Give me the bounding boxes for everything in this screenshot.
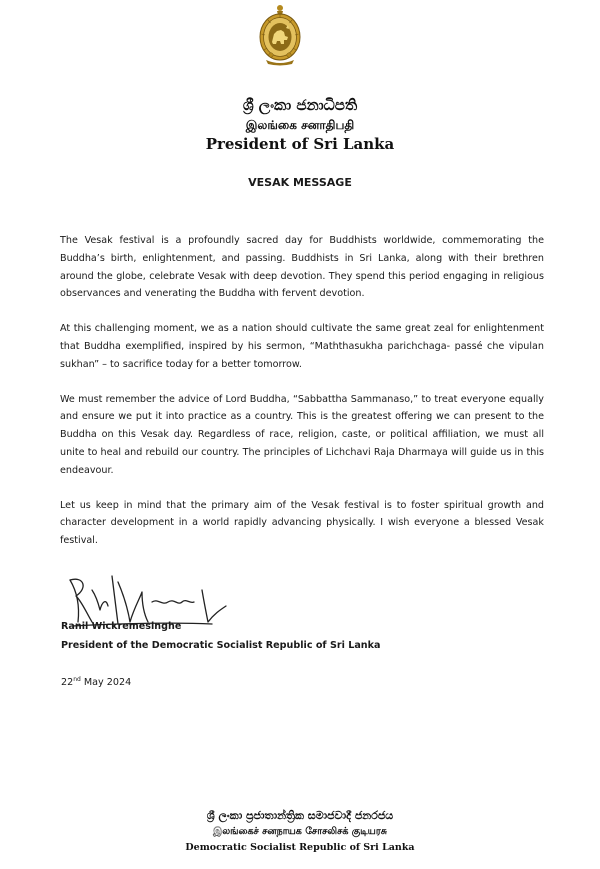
signatory-title: President of the Democratic Socialist Republic of Sri Lanka xyxy=(61,640,381,651)
header-tamil: இலங்கை சனாதிபதி xyxy=(245,118,355,132)
header-sinhala: ශ්‍රී ලංකා ජනාධිපති xyxy=(242,96,358,114)
footer-sinhala: ශ්‍රී ලංකා ප්‍රජාතාන්ත්‍රික සමාජවාදී ජනරජය xyxy=(206,809,394,822)
state-emblem-icon xyxy=(258,4,302,66)
letter-date xyxy=(61,676,131,688)
header-english: President of Sri Lanka xyxy=(205,135,395,153)
paragraph: At this challenging moment, we as a nation should cultivate the same great zeal for enlightenment that Buddha exemplified, inspired by his sermon, “Maththasukha parichchaga- passé che vipulan sukhan” – to sacrifice today for a better tomorrow. xyxy=(60,323,544,370)
message-body xyxy=(60,232,544,567)
signatory-name: Ranil Wickremesinghe xyxy=(61,621,182,632)
date-day: 22 xyxy=(61,677,74,689)
footer-english: Democratic Socialist Republic of Sri Lanka xyxy=(185,842,415,853)
date-rest: May 2024 xyxy=(80,677,132,689)
paragraph: Let us keep in mind that the primary aim of the Vesak festival is to foster spiritual growth and character development in a world rapidly advancing physically. I wish everyone a blessed Vesak festival. xyxy=(60,499,544,547)
message-title: VESAK MESSAGE xyxy=(248,176,352,189)
paragraph: The Vesak festival is a profoundly sacred day for Buddhists worldwide, commemorating the Buddha’s birth, enlightenment, and passing. Buddhists in Sri Lanka, along with their brethren around the globe, celebrate Vesak with deep devotion. They spend this period engaging in religious observances and venerating the Buddha with fervent devotion. xyxy=(60,235,544,300)
paragraph: We must remember the advice of Lord Buddha, “Sabbattha Sammanaso,” to treat everyone equally and ensure we put it into practice as a country. This is the greatest offering we can present to the Buddha on this Vesak day. Regardless of race, religion, caste, or political affiliation, we must all unite to heal and rebuild our country. The principles of Lichchavi Raja Dharmaya will guide us in this endeavour. xyxy=(60,393,544,476)
footer-tamil: இலங்கைச் சனநாயக சோசலிசக் குடியரசு xyxy=(213,826,387,837)
date-suffix: nd xyxy=(73,676,81,683)
